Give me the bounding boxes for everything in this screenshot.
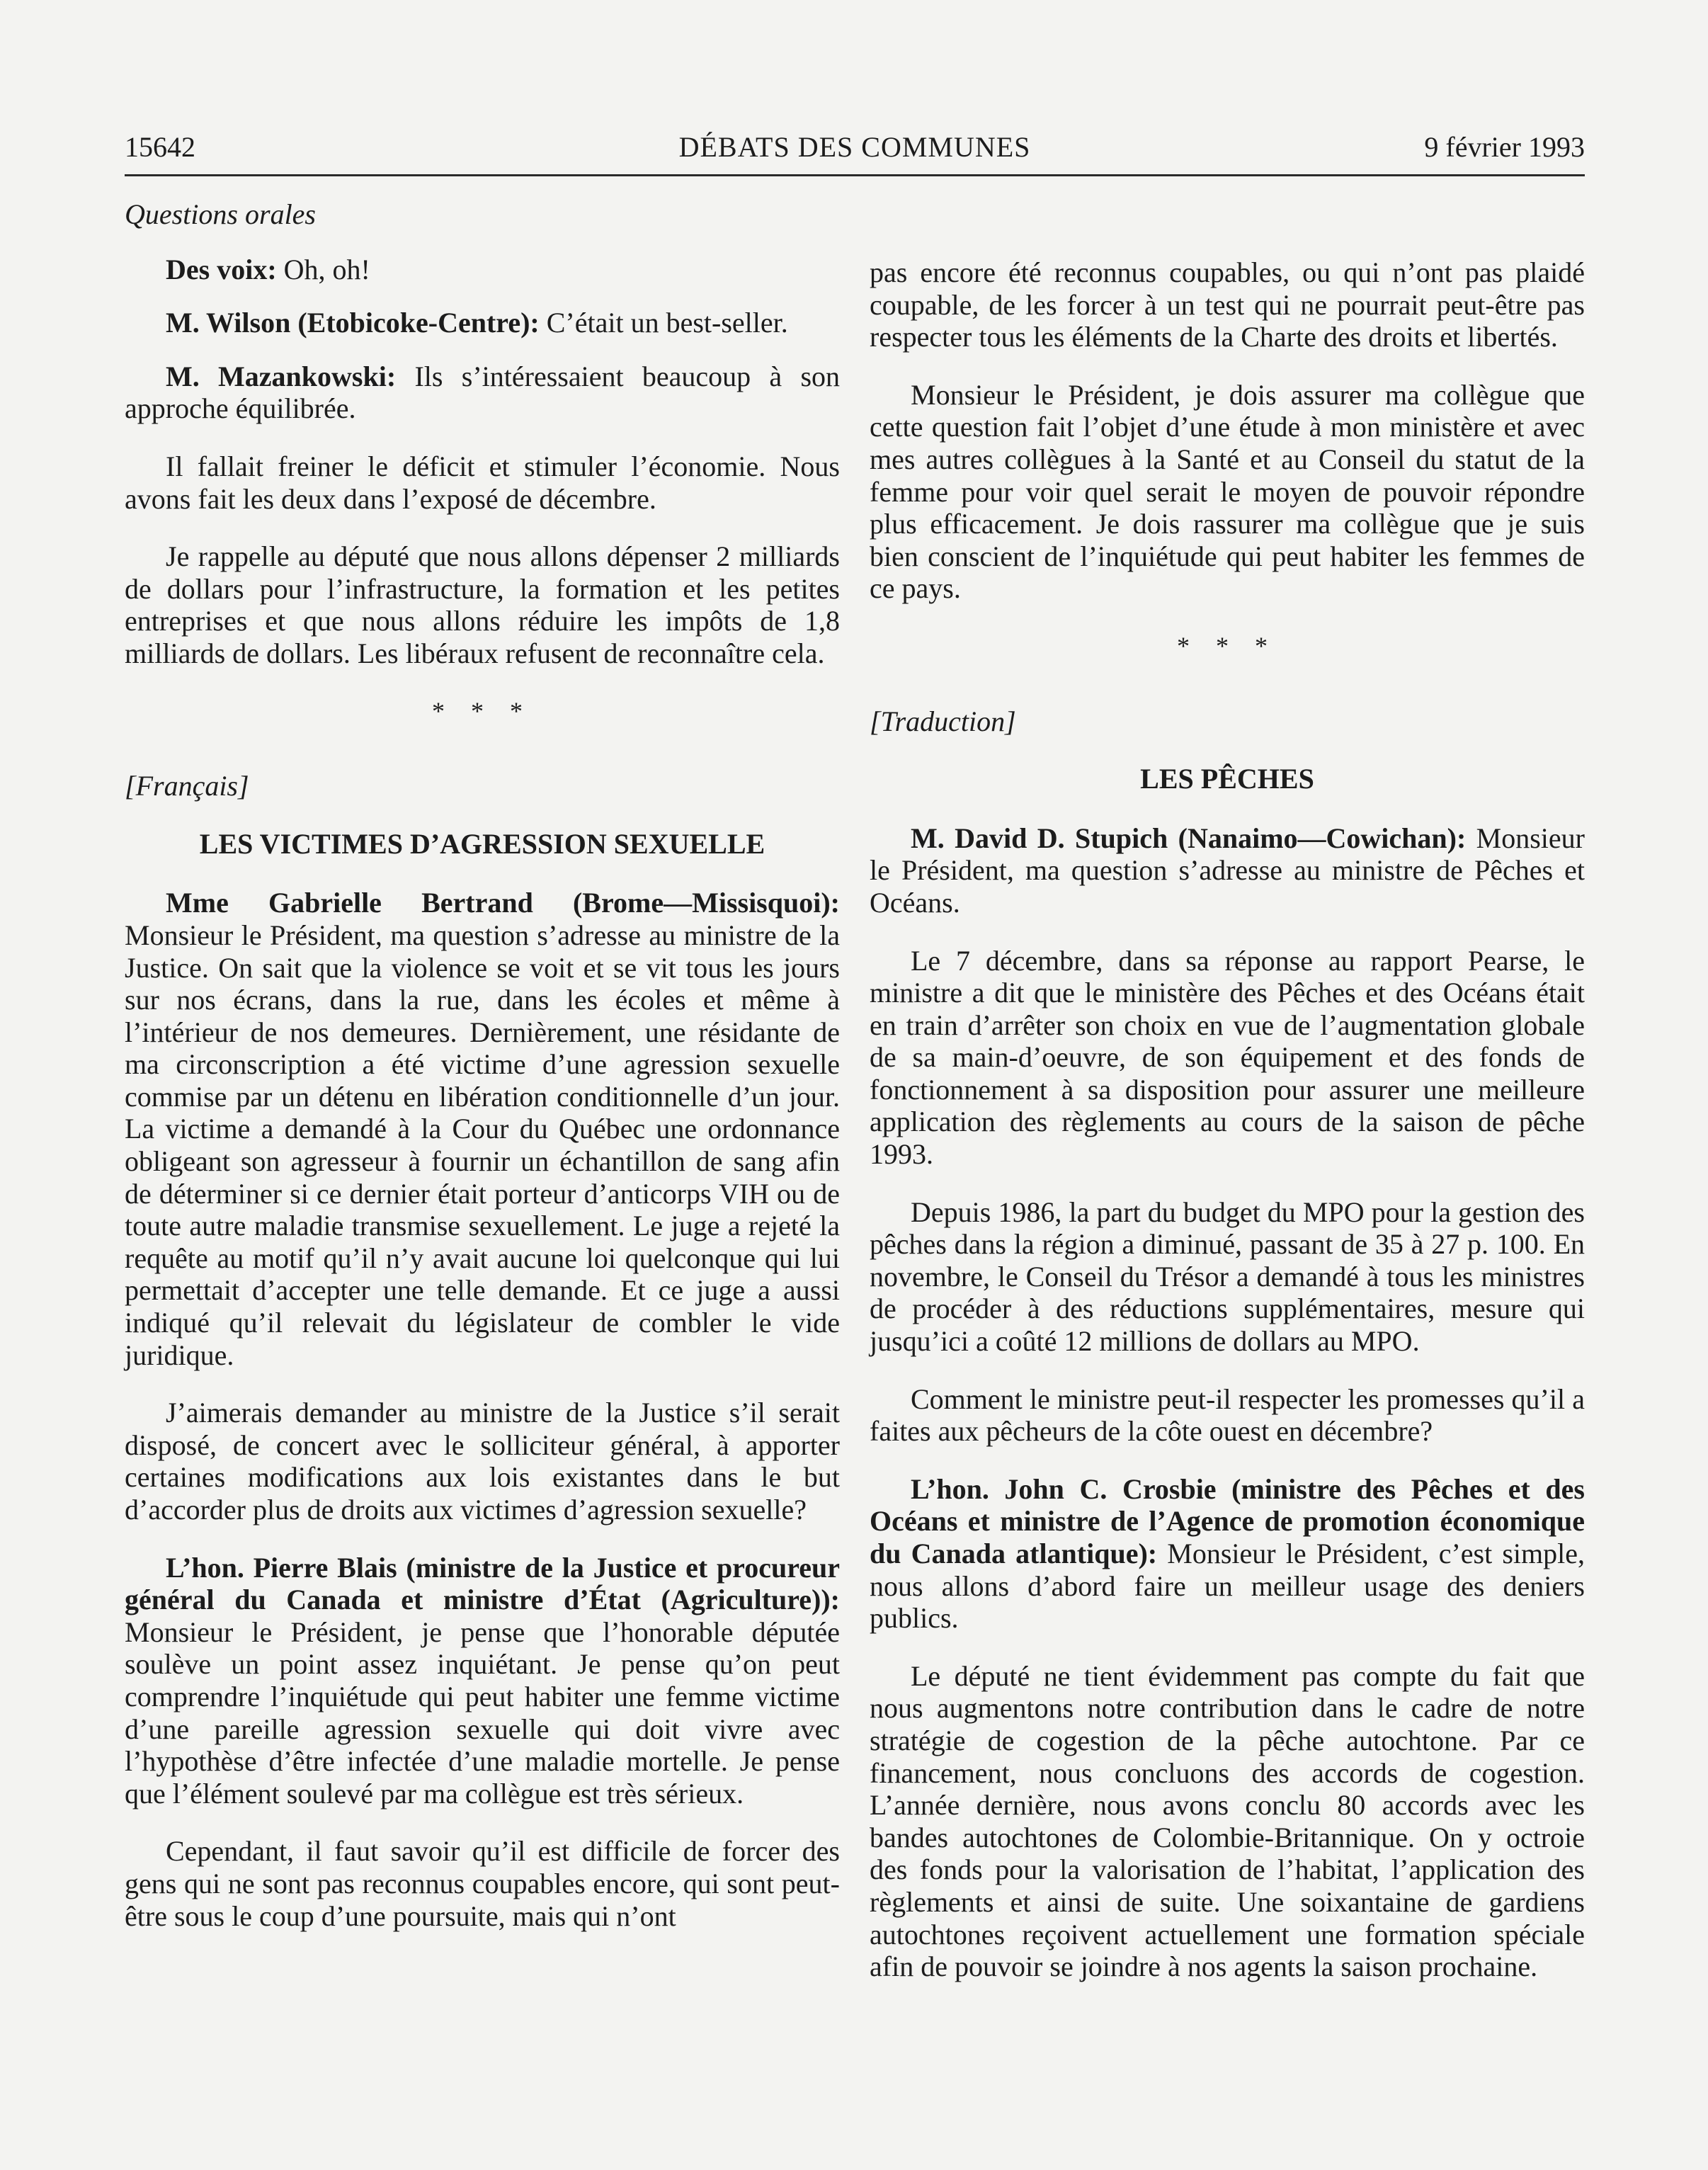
- section-label: Questions orales: [125, 198, 316, 230]
- speech-text: C’était un best-seller.: [539, 307, 788, 339]
- speaker-name: L’hon. Pierre Blais (ministre de la Justice et procureur général du Canada et ministre d’État (Agriculture)):: [125, 1551, 840, 1616]
- paragraph: [125, 307, 840, 339]
- section-headline: LES VICTIMES D’AGRESSION SEXUELLE: [199, 827, 765, 860]
- paragraph: [125, 887, 840, 1371]
- section-headline: LES PÊCHES: [1140, 763, 1314, 795]
- paragraph: J’aimerais demander au ministre de la Justice s’il serait disposé, de concert avec le solliciteur général, à apporter certaines modifications aux lois existantes dans le but d’accorder plus de droits aux victimes d’agression sexuelle?: [125, 1397, 840, 1526]
- paragraph: [125, 1552, 840, 1810]
- paragraph: Il fallait freiner le déficit et stimuler l’économie. Nous avons fait les deux dans l’exposé de décembre.: [125, 450, 840, 515]
- paragraph: pas encore été reconnus coupables, ou qui n’ont pas plaidé coupable, de les forcer à un test qui ne pourrait peut-être pas respecter tous les éléments de la Charte des droits et libertés.: [870, 256, 1585, 353]
- speaker-name: M. Mazankowski:: [166, 360, 397, 392]
- section-separator: * * *: [432, 696, 533, 725]
- left-column: [125, 198, 840, 1958]
- speaker-name: L’hon. John C. Crosbie (ministre des Pêches et des Océans et ministre de l’Agence de promotion économique du Canada atlantique):: [870, 1472, 1585, 1569]
- section-separator: * * *: [1177, 631, 1277, 660]
- paragraph: [125, 254, 840, 286]
- paragraph: Le 7 décembre, dans sa réponse au rapport Pearse, le ministre a dit que le ministère des Pêches et des Océans était en train d’arrêter son choix en vue de l’augmentation globale de sa main-d’oeuvre, de son équipement et des fonds de fonctionnement à sa disposition pour assurer une meilleure application des règlements au cours de la saison de pêche 1993.: [870, 944, 1585, 1171]
- publication-title: DÉBATS DES COMMUNES: [678, 131, 1031, 163]
- speech-text: Monsieur le Président, ma question s’adresse au ministre de la Justice. On sait que la violence se voit et se vit tous les jours sur nos écrans, dans la rue, dans les écoles et même à l’intérieur de nos demeures. Dernièrement, une résidante de ma circonscription a été victime d’une agression sexuelle commise par un détenu en libération conditionnelle d’un jour. La victime a demandé à la Cour du Québec une ordonnance obligeant son agresseur à fournir un échantillon de sang afin de déterminer si ce dernier était porteur d’anticorps VIH ou de toute autre maladie transmise sexuellement. Le juge a rejeté la requête au motif qu’il n’y avait aucune loi quelconque qui lui permettait d’accepter une telle demande. Et ce juge a aussi indiqué qu’il relevait du législateur de combler le vide juridique.: [125, 919, 840, 1371]
- speech-text: Monsieur le Président, c’est simple, nous allons d’abord faire un meilleur usage des deniers publics.: [870, 1538, 1585, 1635]
- paragraph: Je rappelle au député que nous allons dépenser 2 milliards de dollars pour l’infrastructure, la formation et les petites entreprises et que nous allons réduire les impôts de 1,8 milliards de dollars. Les libéraux refusent de reconnaître cela.: [125, 540, 840, 669]
- language-marker: [Traduction]: [870, 705, 1016, 737]
- paragraph: [870, 822, 1585, 919]
- paragraph: [870, 1473, 1585, 1635]
- speech-text: Monsieur le Président, je pense que l’honorable députée soulève un point assez inquiétant. Je pense qu’on peut comprendre l’inquiétude qui peut habiter une femme victime d’une pareille agression sexuelle qui doit vivre avec l’hypothèse d’être infectée d’une maladie mortelle. Je pense que l’élément soulevé par ma collègue est très sérieux.: [125, 1615, 840, 1810]
- speaker-name: M. David D. Stupich (Nanaimo—Cowichan):: [911, 822, 1467, 854]
- speaker-name: Mme Gabrielle Bertrand (Brome—Missisquoi):: [166, 887, 840, 919]
- right-column: [870, 256, 1585, 2009]
- paragraph: [125, 360, 840, 425]
- paragraph: Monsieur le Président, je dois assurer ma collègue que cette question fait l’objet d’une étude à mon ministère et avec mes autres collègues à la Santé et au Conseil du statut de la femme pour voir quel serait le moyen de pouvoir répondre plus efficacement. Je dois rassurer ma collègue que je suis bien conscient de l’inquiétude qui peut habiter les femmes de ce pays.: [870, 378, 1585, 605]
- page-date: 9 février 1993: [1424, 131, 1585, 163]
- paragraph: Depuis 1986, la part du budget du MPO pour la gestion des pêches dans la région a diminué, passant de 35 à 27 p. 100. En novembre, le Conseil du Trésor a demandé à tous les ministres de procéder à des réductions supplémentaires, mesure qui jusqu’ici a coûté 12 millions de dollars au MPO.: [870, 1195, 1585, 1358]
- speech-text: Oh, oh!: [276, 253, 370, 285]
- language-marker: [Français]: [125, 770, 249, 802]
- page-number: 15642: [125, 131, 195, 163]
- speech-text: Monsieur le Président, ma question s’adresse au ministre de Pêches et Océans.: [870, 822, 1585, 919]
- page-header: [125, 125, 1585, 176]
- speech-text: Ils s’intéressaient beaucoup à son approche équilibrée.: [125, 360, 841, 425]
- paragraph: Le député ne tient évidemment pas compte du fait que nous augmentons notre contribution dans le cadre de notre stratégie de cogestion de la pêche autochtone. Par ce financement, nous concluons des accords de cogestion. L’année dernière, nous avons conclu 80 accords avec les bandes autochtones de Colombie-Britannique. On y octroie des fonds pour la valorisation de l’habitat, l’application des règlements et ainsi de suite. Une soixantaine de gardiens autochtones reçoivent actuellement une formation spéciale afin de pouvoir se joindre à nos agents la saison prochaine.: [870, 1659, 1585, 1983]
- speaker-name: Des voix:: [166, 253, 277, 285]
- paragraph: Comment le ministre peut-il respecter les promesses qu’il a faites aux pêcheurs de la côte ouest en décembre?: [870, 1382, 1585, 1448]
- speaker-name: M. Wilson (Etobicoke-Centre):: [166, 307, 540, 339]
- paragraph: Cependant, il faut savoir qu’il est difficile de forcer des gens qui ne sont pas reconnus coupables encore, qui sont peut-être sous le coup d’une poursuite, mais qui n’ont: [125, 1835, 840, 1932]
